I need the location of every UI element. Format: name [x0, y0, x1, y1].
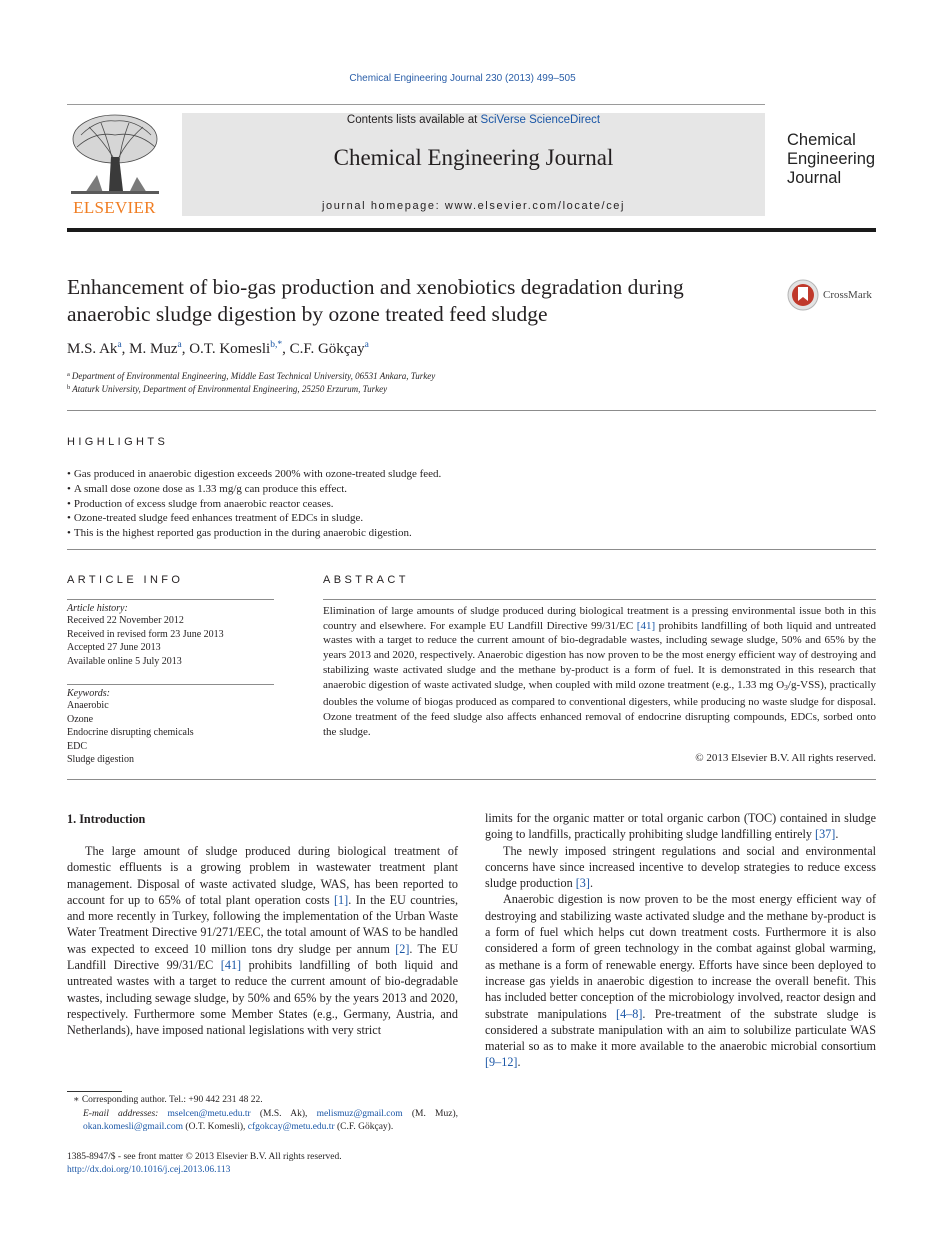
author-separator: , [282, 341, 290, 357]
section-heading: 1. Introduction [67, 812, 146, 826]
email-label: E-mail addresses: [83, 1108, 168, 1119]
divider [67, 599, 274, 600]
contents-available-line [182, 114, 765, 126]
body-paragraph [67, 843, 458, 1039]
body-right-column [485, 810, 876, 1071]
abstract-copyright: © 2013 Elsevier B.V. All rights reserved. [695, 752, 876, 764]
body-paragraph [485, 810, 876, 843]
article-title [67, 274, 777, 328]
history-entry: Available online 5 July 2013 [67, 655, 182, 667]
keyword: Ozone [67, 713, 94, 725]
author-list [67, 340, 767, 358]
doi-link[interactable]: http://dx.doi.org/10.1016/j.cej.2013.06.113 [67, 1165, 231, 1175]
history-entry: Received in revised form 23 June 2013 [67, 628, 224, 640]
body-text-run: The large amount of sludge produced during biological treatment of domestic effluents is a growing problem in wastewater treatment plant management. Disposal of waste activated sludge, WAS, has been reported to account for up to 65% of total plant operation costs [67, 844, 458, 907]
email-link[interactable]: mselcen@metu.edu.tr [167, 1108, 251, 1119]
body-text-run: The newly imposed stringent regulations and social and environmental concerns have since increased incentive to develop strategies to reduce excess sludge production [485, 843, 876, 891]
article-title-line: Enhancement of bio-gas production and xenobiotics degradation during [67, 275, 684, 299]
divider [67, 549, 876, 550]
history-entry: Received 22 November 2012 [67, 615, 184, 626]
article-history [67, 603, 277, 668]
abstract-heading: ABSTRACT [323, 574, 409, 586]
reference-link[interactable]: [41] [636, 619, 656, 632]
author-name[interactable]: M. Muz [129, 341, 178, 357]
body-paragraph [485, 891, 876, 1070]
highlight-item: • This is the highest reported gas production in the during anaerobic digestion. [67, 526, 875, 541]
body-text-run: . The EU Landfill Directive 99/31/EC [67, 941, 458, 973]
highlights-heading: HIGHLIGHTS [67, 436, 169, 448]
crossmark-label[interactable]: CrossMark [823, 289, 872, 301]
affiliation [67, 371, 767, 381]
reference-link[interactable]: [41] [220, 958, 242, 973]
abstract-text-run: /g-VSS), practically doubles the volume of biogas produced as compared to conventional digesters, while producing no waste sludge for disposal. Ozone treatment of the feed sludge also affects enhanced removal of endocrine disrupting compounds, EDCs, sorbed onto the sludge. [323, 678, 876, 738]
journal-cover-title [787, 131, 887, 188]
email-link[interactable]: okan.komesli@gmail.com [83, 1122, 184, 1133]
reference-link[interactable]: [1] [334, 892, 349, 907]
journal-homepage-link[interactable]: journal homepage: www.elsevier.com/locate/cej [321, 200, 626, 212]
header-divider [67, 228, 876, 232]
author-affiliation-marker[interactable]: a [117, 340, 122, 350]
highlight-item: • A small dose ozone dose as 1.33 mg/g can produce this effect. [67, 482, 875, 497]
header-top-rule [67, 104, 765, 105]
keyword: Anaerobic [67, 700, 109, 711]
body-text-run: prohibits landfilling of both liquid and untreated wastes with a target to reduce the current amount of bio-degradable wastes, including sewage sludge, by 50% and 65% by the years 2013 and 2020, respectively. Furthermore some Member States (e.g., Germany, Austria, and Netherlands), have imposed national legislations with very strict [67, 958, 459, 1038]
email-owner: (M.S. Ak), [250, 1108, 317, 1119]
email-owner: (M. Muz), [402, 1108, 458, 1119]
divider [323, 599, 876, 600]
body-text-run: Anaerobic digestion is now proven to be the most energy efficient way of destroying and stabilizing waste activated sludge and the methane by-product is a form of fuel which helps cut down treatment costs. Furthermore it is also considered a form of green technology in the combat against global warming, as methane is a form of renewable energy. Efforts have since been deployed to increase gas yields in anaerobic digestion to increase the overall benefit. This has included better conception of the microbiology involved, reactor design and substrate manipulations [485, 892, 876, 1021]
sciencedirect-link[interactable]: SciVerse ScienceDirect [480, 114, 601, 126]
history-entry: Accepted 27 June 2013 [67, 642, 161, 654]
crossmark-icon [787, 279, 819, 311]
article-title-line: anaerobic sludge digestion by ozone treated feed sludge [67, 302, 548, 326]
reference-link[interactable]: [37] [815, 827, 836, 842]
author-affiliation-marker[interactable]: a [364, 340, 369, 350]
cover-title-line: Journal [787, 169, 842, 187]
author-separator: , [181, 341, 190, 357]
cover-title-line: Chemical [787, 131, 856, 149]
body-text-run: limits for the organic matter or total organic carbon (TOC) contained in sludge going to landfills, practically prohibiting sludge landfilling entirely [485, 811, 876, 842]
abstract-text-run: Elimination of large amounts of sludge produced during biological treatment is a pressing environmental issue both in this country and elsewhere. For example EU Landfill Directive 99/31/EC [323, 605, 876, 632]
journal-citation-link[interactable]: Chemical Engineering Journal 230 (2013) 499–505 [349, 73, 576, 84]
article-info-heading: ARTICLE INFO [67, 574, 184, 586]
corresponding-author-line: ∗ Corresponding author. Tel.: +90 442 231 48 22. [73, 1095, 263, 1105]
body-text-run: . Pre-treatment of the substrate sludge is considered a substrate manipulation with an aim to solubilize particulate WAS material so as to make it more available to the anaerobic microbial consortium [485, 1006, 876, 1054]
email-owner: (C.F. Gökçay). [334, 1122, 394, 1133]
journal-title: Chemical Engineering Journal [333, 145, 614, 170]
elsevier-tree-icon [67, 113, 162, 198]
reference-link[interactable]: [3] [575, 876, 590, 891]
author-name[interactable]: O.T. Komesli [189, 341, 271, 357]
email-addresses [67, 1108, 458, 1135]
issn-block [67, 1151, 487, 1177]
author-name[interactable]: C.F. Gökçay [289, 341, 365, 357]
email-link[interactable]: melismuz@gmail.com [316, 1108, 403, 1119]
abstract-text [323, 604, 876, 739]
body-text-run: . [589, 876, 593, 891]
keyword: EDC [67, 740, 87, 752]
contents-prefix: Contents lists available at [346, 114, 481, 126]
publisher-wordmark: ELSEVIER [73, 198, 156, 217]
keywords-block [67, 688, 277, 767]
cover-title-line: Engineering [787, 150, 876, 168]
author-name[interactable]: M.S. Ak [67, 341, 118, 357]
body-paragraph [485, 843, 876, 892]
divider [67, 410, 876, 411]
divider [67, 779, 876, 780]
email-owner: (O.T. Komesli), [183, 1122, 248, 1133]
corresponding-author-footnote [67, 1094, 458, 1135]
keyword: Sludge digestion [67, 754, 134, 766]
affiliation-marker: b [67, 384, 71, 391]
body-text-run: . [835, 827, 839, 842]
keyword: Endocrine disrupting chemicals [67, 727, 194, 739]
reference-link[interactable]: [9–12] [485, 1055, 518, 1070]
highlight-item: • Production of excess sludge from anaerobic reactor ceases. [67, 497, 875, 512]
highlights-list [67, 467, 875, 541]
body-text-run: . In the EU countries, and more recently in Turkey, following the implementation of the Urban Waste Water Treatment Directive 91/271/EEC, the total amount of WAS to be handled was expected to exceed 10 million tons dry sludge per annum [67, 892, 458, 956]
keywords-label: Keywords: [67, 688, 110, 699]
body-left-column [67, 843, 458, 1039]
affiliation-text: Ataturk University, Department of Environmental Engineering, 25250 Erzurum, Turkey [72, 384, 388, 394]
highlight-item: • Ozone-treated sludge feed enhances treatment of EDCs in sludge. [67, 511, 875, 526]
subscript: 3 [784, 682, 788, 692]
highlight-item: • Gas produced in anaerobic digestion exceeds 200% with ozone-treated sludge feed. [67, 467, 875, 482]
affiliation-text: Department of Environmental Engineering, Middle East Technical University, 06531 Ankara, Turkey [71, 371, 436, 381]
affiliation-marker: a [67, 371, 70, 378]
body-text-run: . [517, 1055, 521, 1070]
author-affiliation-marker[interactable]: b,* [270, 340, 283, 350]
divider [67, 684, 274, 685]
abstract-text-run: prohibits landfilling of both liquid and untreated wastes with a target to reduce the current amount of bio-degradable wastes, including sewage sludge, 50% and 65% by the years 2013 and 2020, respectively. Anaerobic digestion has now proven to be the most energy efficient way of destroying and stabilizing waste activated sludge and the methane by-product is a form of fuel. It is demonstrated in this research that anaerobic digestion of waste activated sludge, when coupled with mild ozone treatment (e.g., 1.33 mg O [323, 619, 876, 691]
footnote-rule [67, 1091, 122, 1092]
affiliation [67, 384, 767, 394]
reference-link[interactable]: [2] [395, 941, 410, 956]
email-link[interactable]: cfgokcay@metu.edu.tr [247, 1122, 335, 1133]
article-history-label: Article history: [67, 603, 128, 614]
author-affiliation-marker[interactable]: a [177, 340, 182, 350]
reference-link[interactable]: [4–8] [616, 1006, 643, 1021]
issn-line: 1385-8947/$ - see front matter © 2013 Elsevier B.V. All rights reserved. [67, 1152, 342, 1162]
author-separator: , [121, 341, 130, 357]
